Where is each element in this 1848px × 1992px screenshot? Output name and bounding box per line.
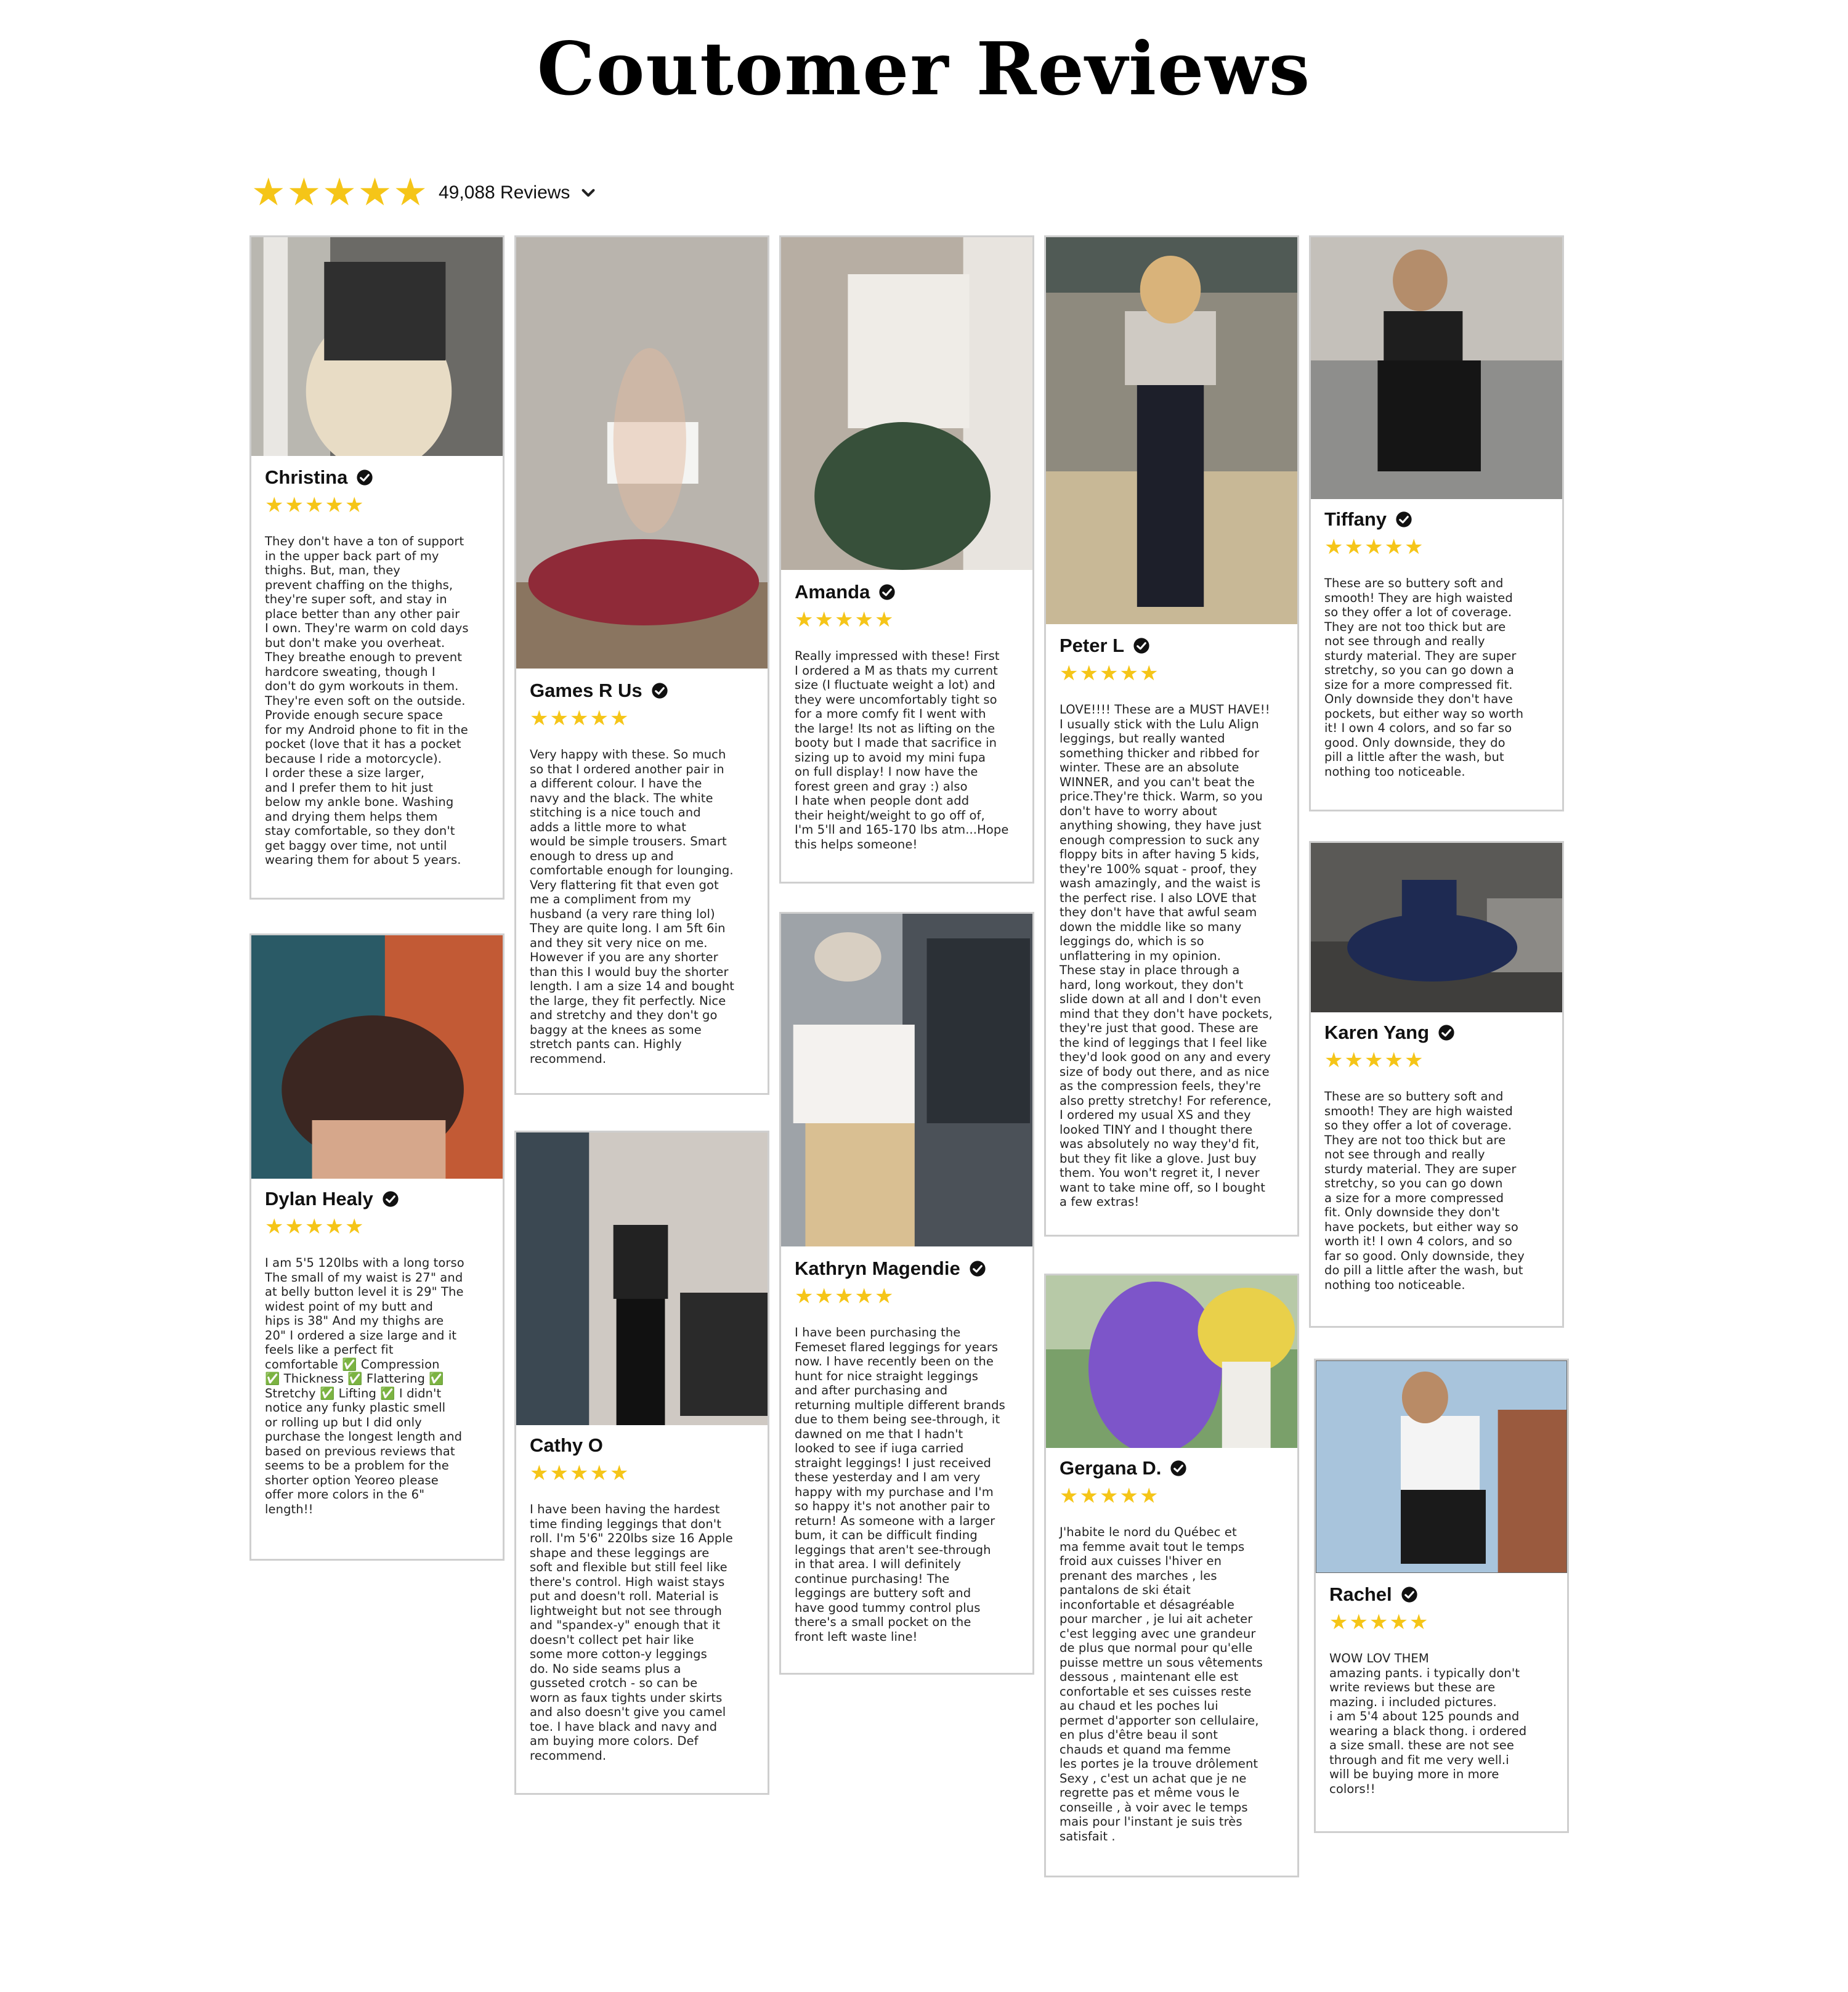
review-card	[249, 933, 505, 1561]
reviewer-name: Tiffany	[1324, 508, 1387, 530]
reviewer-name: Peter L	[1060, 635, 1125, 656]
rating-stars	[251, 171, 428, 214]
review-text: I am 5'5 120lbs with a long torso The small of my waist is 27" and at belly button level it is 29" The widest point of my butt and hips is 38" And my thighs are 20" I ordered a size large and it feels like a perfect fit comfortable ✅ Compression ✅ Thickness ✅ Flattering ✅ Stretchy ✅ Lifting ✅ I didn't notice any funky plastic smell or rolling up but I did only purchase the longest length and based on previous reviews that seems to be a problem for the shorter option Yeoreo please offer more colors in the 6" length!!	[265, 1256, 464, 1516]
review-photo[interactable]	[1311, 237, 1562, 499]
reviewer-name: Karen Yang	[1324, 1022, 1430, 1043]
review-text: WOW LOV THEM amazing pants. i typically don't write reviews but these are mazing. i included pictures. i am 5'4 about 125 pounds and wearing a black thong. i ordered a size small. these are not see through and fit me very well.i will be buying more in more colors!!	[1329, 1651, 1527, 1796]
review-card	[779, 912, 1034, 1675]
review-card	[514, 1131, 769, 1795]
review-stars: ★ ★ ★ ★ ★	[1324, 1049, 1424, 1072]
review-photo[interactable]	[1046, 237, 1297, 624]
verified-check-icon	[1133, 637, 1150, 654]
review-stars: ★ ★ ★ ★ ★	[1329, 1611, 1429, 1634]
review-text: Really impressed with these! First I ordered a M as thats my current size (I fluctuate weight a lot) and they were uncomfortably tight so for a more comfy fit I went with the large! Its not as lifting on the booty but I made that sacrifice in sizing up to avoid my mini fupa on full display! I now have the forest green and gray :) also I hate when people dont add their height/weight to go off of, I'm 5'll and 165-170 lbs atm...Hope this helps someone!	[795, 649, 1009, 852]
review-stars: ★ ★ ★ ★ ★	[1324, 535, 1424, 559]
review-stars: ★ ★ ★ ★ ★	[1060, 1484, 1159, 1508]
review-text: These are so buttery soft and smooth! They are high waisted so they offer a lot of coverage. They are not too thick but are not see through and really sturdy material. They are super stretchy, so you can go down a size for a more compressed fit. Only downside they don't have pockets, but either way so worth it! I own 4 colors, and so far so good. Only downside, they do pill a little after the wash, but nothing too noticeable.	[1324, 1089, 1525, 1292]
reviewer-name: Cathy O	[530, 1434, 603, 1456]
review-card	[779, 235, 1034, 884]
star-icon: ★	[393, 171, 428, 214]
verified-check-icon	[1170, 1460, 1187, 1477]
review-text: I have been purchasing the Femeset flared leggings for years now. I have recently been on the hunt for nice straight leggings and after purchasing and returning multiple different brands due to them being see-through, it dawned on me that I hadn't looked to see if iuga carried straight leggings! I just received these yesterday and I am very happy with my purchase and I'm so happy it's not another pair to return! As someone with a larger bum, it can be difficult finding leggings that aren't see-through in that area. I will definitely continue purchasing! The leggings are buttery soft and have good tummy control plus there's a small pocket on the front left waste line!	[795, 1325, 1005, 1644]
review-stars: ★ ★ ★ ★ ★	[1060, 662, 1159, 685]
verified-check-icon	[1395, 511, 1412, 528]
verified-check-icon	[651, 682, 668, 699]
review-text: LOVE!!!! These are a MUST HAVE!! I usually stick with the Lulu Align leggings, but really wanted something thicker and ribbed for winter. These are an absolute WINNER, and you can't beat the price.They're thick. Warm, so you don't have to worry about anything showing, they have just enough compression to suck any floppy bits in after having 5 kids, they're 100% squat - proof, they wash amazingly, and the waist is the perfect rise. I also LOVE that they don't have that awful seam down the middle like so many leggings do, which is so unflattering in my opinion. These stay in place through a hard, long workout, they don't slide down at all and I don't even mind that they don't have pockets, they're just that good. These are the kind of leggings that I feel like they'd look good on any and every size of body out there, and as nice as the compression feels, they're also pretty stretchy! For reference, I ordered my usual XS and they looked TINY and I thought there was absolutely no way they'd fit, but they fit like a glove. Just buy them. You won't regret it, I never want to take mine off, so I bought a few extras!	[1060, 702, 1273, 1209]
verified-check-icon	[1401, 1586, 1418, 1603]
chevron-down-icon[interactable]	[580, 184, 597, 201]
reviewer-name: Games R Us	[530, 680, 642, 701]
review-photo[interactable]	[251, 935, 503, 1179]
reviewer-name: Amanda	[795, 581, 870, 603]
page-title: Coutomer Reviews	[537, 26, 1311, 112]
review-photo[interactable]	[781, 914, 1032, 1246]
review-text: These are so buttery soft and smooth! They are high waisted so they offer a lot of coverage. They are not too thick but are not see through and really sturdy material. They are super stretchy, so you can go down a size for a more compressed fit. Only downside they don't have pockets, but either way so worth it! I own 4 colors, and so far so good. Only downside, they do pill a little after the wash, but nothing too noticeable.	[1324, 576, 1524, 779]
reviewer-name: Dylan Healy	[265, 1188, 373, 1209]
review-text: I have been having the hardest time finding leggings that don't roll. I'm 5'6" 220lbs size 16 Apple shape and these leggings are soft and flexible but still feel like there's control. High waist stays put and doesn't roll. Material is lightweight but not see through and "spandex-y" enough that it doesn't collect pet hair like some more cotton-y leggings do. No side seams plus a gusseted crotch - so can be worn as faux tights under skirts and also doesn't give you camel toe. I have black and navy and am buying more colors. Def recommend.	[530, 1502, 733, 1763]
review-card	[1314, 1359, 1569, 1833]
review-stars: ★ ★ ★ ★ ★	[530, 707, 629, 730]
verified-check-icon	[969, 1260, 986, 1277]
reviewer-name: Kathryn Magendie	[795, 1258, 960, 1279]
rating-summary[interactable]	[251, 171, 597, 214]
verified-check-icon	[382, 1190, 399, 1208]
review-stars: ★ ★ ★ ★ ★	[795, 608, 894, 632]
star-icon: ★	[357, 171, 392, 214]
star-icon: ★	[322, 171, 357, 214]
review-card	[1309, 841, 1564, 1328]
review-card	[1044, 235, 1299, 1237]
verified-check-icon	[878, 583, 896, 601]
review-photo[interactable]	[516, 237, 768, 669]
reviewer-name: Christina	[265, 466, 348, 488]
review-text: They don't have a ton of support in the upper back part of my thighs. But, man, they prevent chaffing on the thighs, they're super soft, and stay in place better than any other pair I own. They're warm on cold days but don't make you overheat. They breathe enough to prevent hardcore sweating, though I don't do gym workouts in them. They're even soft on the outside. Provide enough secure space for my Android phone to fit in the pocket (love that it has a pocket because I ride a motorcycle). I order these a size larger, and I prefer them to hit just below my ankle bone. Washing and drying them helps them stay comfortable, so they don't get baggy over time, not until wearing them for about 5 years.	[265, 534, 469, 867]
reviewer-name: Rachel	[1329, 1583, 1392, 1605]
star-icon: ★	[251, 171, 286, 214]
review-card	[249, 235, 505, 900]
review-stars: ★ ★ ★ ★ ★	[530, 1461, 629, 1485]
verified-check-icon	[356, 469, 373, 486]
review-count[interactable]: 49,088 Reviews	[438, 182, 570, 203]
review-photo[interactable]	[251, 237, 503, 456]
verified-check-icon	[1438, 1024, 1455, 1041]
review-photo[interactable]	[1311, 843, 1562, 1012]
review-card	[1309, 235, 1564, 811]
review-photo[interactable]	[1046, 1275, 1297, 1448]
star-icon: ★	[286, 171, 322, 214]
review-photo[interactable]	[1316, 1360, 1567, 1573]
review-text: J'habite le nord du Québec et ma femme avait tout le temps froid aux cuisses l'hiver en prenant des marches , les pantalons de ski était inconfortable et désagréable pour marcher , je lui ait acheter c'est legging avec une grandeur de plus que normal pour qu'elle puisse mettre un sous vêtements dessous , maintenant elle est confortable et ses cuisses reste au chaud et les poches lui permet d'apporter son cellulaire, en plus d'être beau il sont chauds et quand ma femme les portes je la trouve drôlement Sexy , c'est un achat que je ne regrette pas et même vous le conseille , à voir avec le temps mais pour l'instant je suis très satisfait .	[1060, 1525, 1263, 1844]
review-text: Very happy with these. So much so that I ordered another pair in a different colour. I have the navy and the black. The white stitching is a nice touch and adds a little more to what would be simple trousers. Smart enough to dress up and comfortable enough for lounging. Very flattering fit that even got me a compliment from my husband (a very rare thing lol) They are quite long. I am 5ft 6in and they sit very nice on me. However if you are any shorter than this I would buy the shorter length. I am a size 14 and bought the large, they fit perfectly. Nice and stretchy and they don't go baggy at the knees as some stretch pants can. Highly recommend.	[530, 747, 735, 1066]
review-photo[interactable]	[516, 1132, 768, 1425]
review-stars: ★ ★ ★ ★ ★	[795, 1285, 894, 1308]
review-stars: ★ ★ ★ ★ ★	[265, 494, 364, 517]
review-photo[interactable]	[781, 237, 1032, 570]
review-card	[1044, 1274, 1299, 1877]
review-card	[514, 235, 769, 1095]
reviewer-name: Gergana D.	[1060, 1457, 1162, 1479]
review-stars: ★ ★ ★ ★ ★	[265, 1215, 364, 1238]
